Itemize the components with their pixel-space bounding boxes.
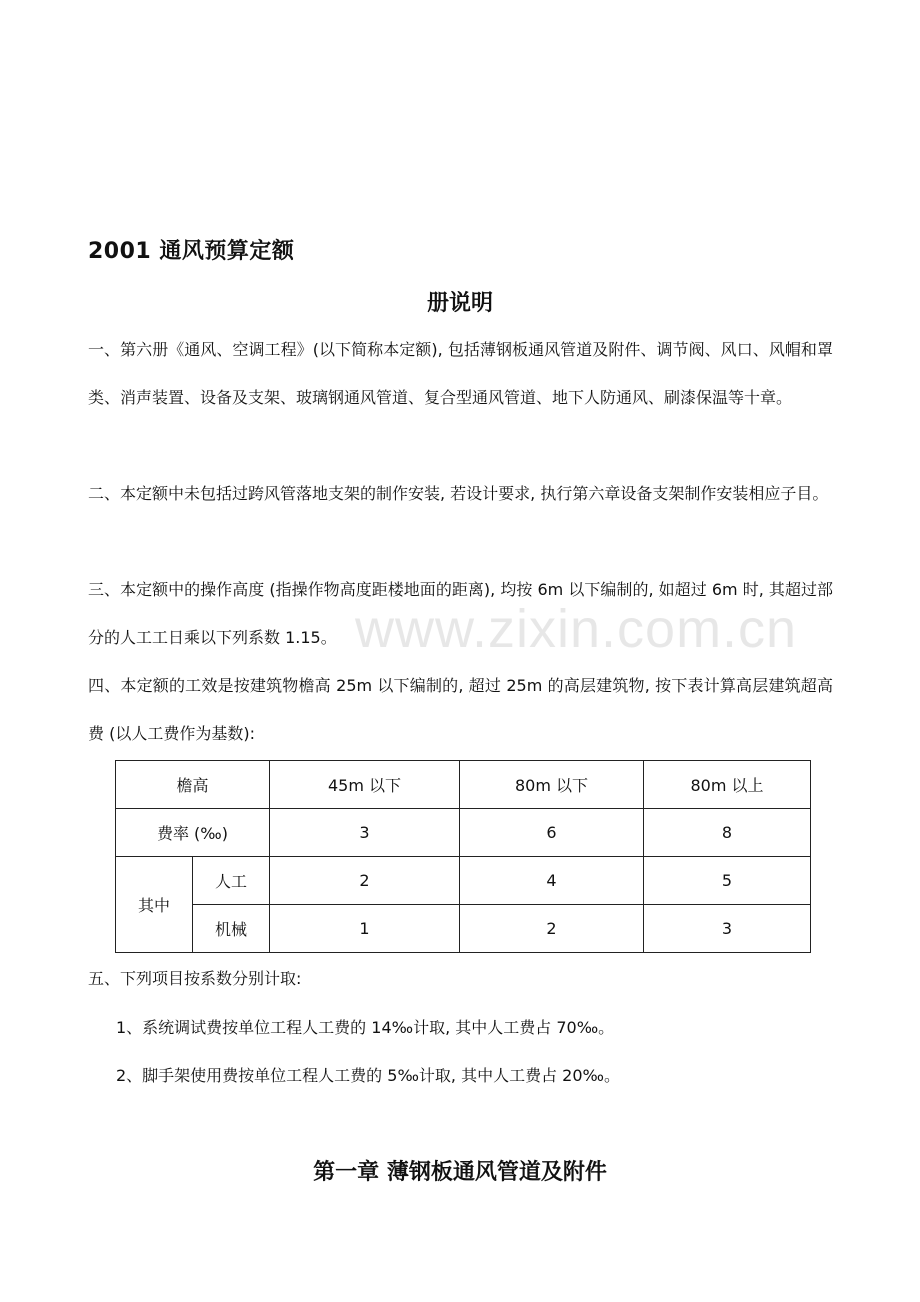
document-title: 2001 通风预算定额 xyxy=(88,239,295,264)
table-header-row xyxy=(116,761,811,809)
row-label: 机械 xyxy=(193,905,270,953)
list-item: 1、系统调试费按单位工程人工费的 14‰计取, 其中人工费占 70‰。 xyxy=(116,1018,615,1037)
header-cell: 80m 以上 xyxy=(644,761,811,809)
section-heading: 册说明 xyxy=(426,291,493,316)
chapter-heading: 第一章 薄钢板通风管道及附件 xyxy=(313,1160,607,1185)
table-cell: 3 xyxy=(644,905,811,953)
row-label: 人工 xyxy=(193,857,270,905)
table-cell: 3 xyxy=(270,809,460,857)
table-row xyxy=(116,809,811,857)
rate-table xyxy=(115,760,811,953)
table-cell: 4 xyxy=(460,857,644,905)
watermark: www.zixin.com.cn xyxy=(355,599,798,659)
paragraph-4: 四、本定额的工效是按建筑物檐高 25m 以下编制的, 超过 25m 的高层建筑物, 按下表计算高层建筑超高费 (以人工费作为基数): xyxy=(88,676,833,743)
table-row xyxy=(116,857,811,905)
header-cell: 80m 以下 xyxy=(460,761,644,809)
table-cell: 2 xyxy=(460,905,644,953)
header-cell: 45m 以下 xyxy=(270,761,460,809)
paragraph-1: 一、第六册《通风、空调工程》(以下简称本定额), 包括薄钢板通风管道及附件、调节阀、风口、风帽和罩类、消声装置、设备及支架、玻璃钢通风管道、复合型通风管道、地下人防通风、刷漆保温等十章。 xyxy=(88,340,833,407)
list-item: 2、脚手架使用费按单位工程人工费的 5‰计取, 其中人工费占 20‰。 xyxy=(116,1066,621,1085)
table-cell: 5 xyxy=(644,857,811,905)
paragraph-2: 二、本定额中未包括过跨风管落地支架的制作安装, 若设计要求, 执行第六章设备支架制作安装相应子目。 xyxy=(88,484,829,503)
row-label: 费率 (‰) xyxy=(116,809,270,857)
table-cell: 8 xyxy=(644,809,811,857)
table-cell: 6 xyxy=(460,809,644,857)
paragraph-5: 五、下列项目按系数分别计取: xyxy=(88,969,302,988)
table-cell: 1 xyxy=(270,905,460,953)
group-label: 其中 xyxy=(116,857,193,953)
header-cell: 檐高 xyxy=(116,761,270,809)
table-row xyxy=(116,905,811,953)
table-cell: 2 xyxy=(270,857,460,905)
paragraph-3: 三、本定额中的操作高度 (指操作物高度距楼地面的距离), 均按 6m 以下编制的, 如超过 6m 时, 其超过部分的人工工日乘以下列系数 1.15。 xyxy=(88,580,833,647)
